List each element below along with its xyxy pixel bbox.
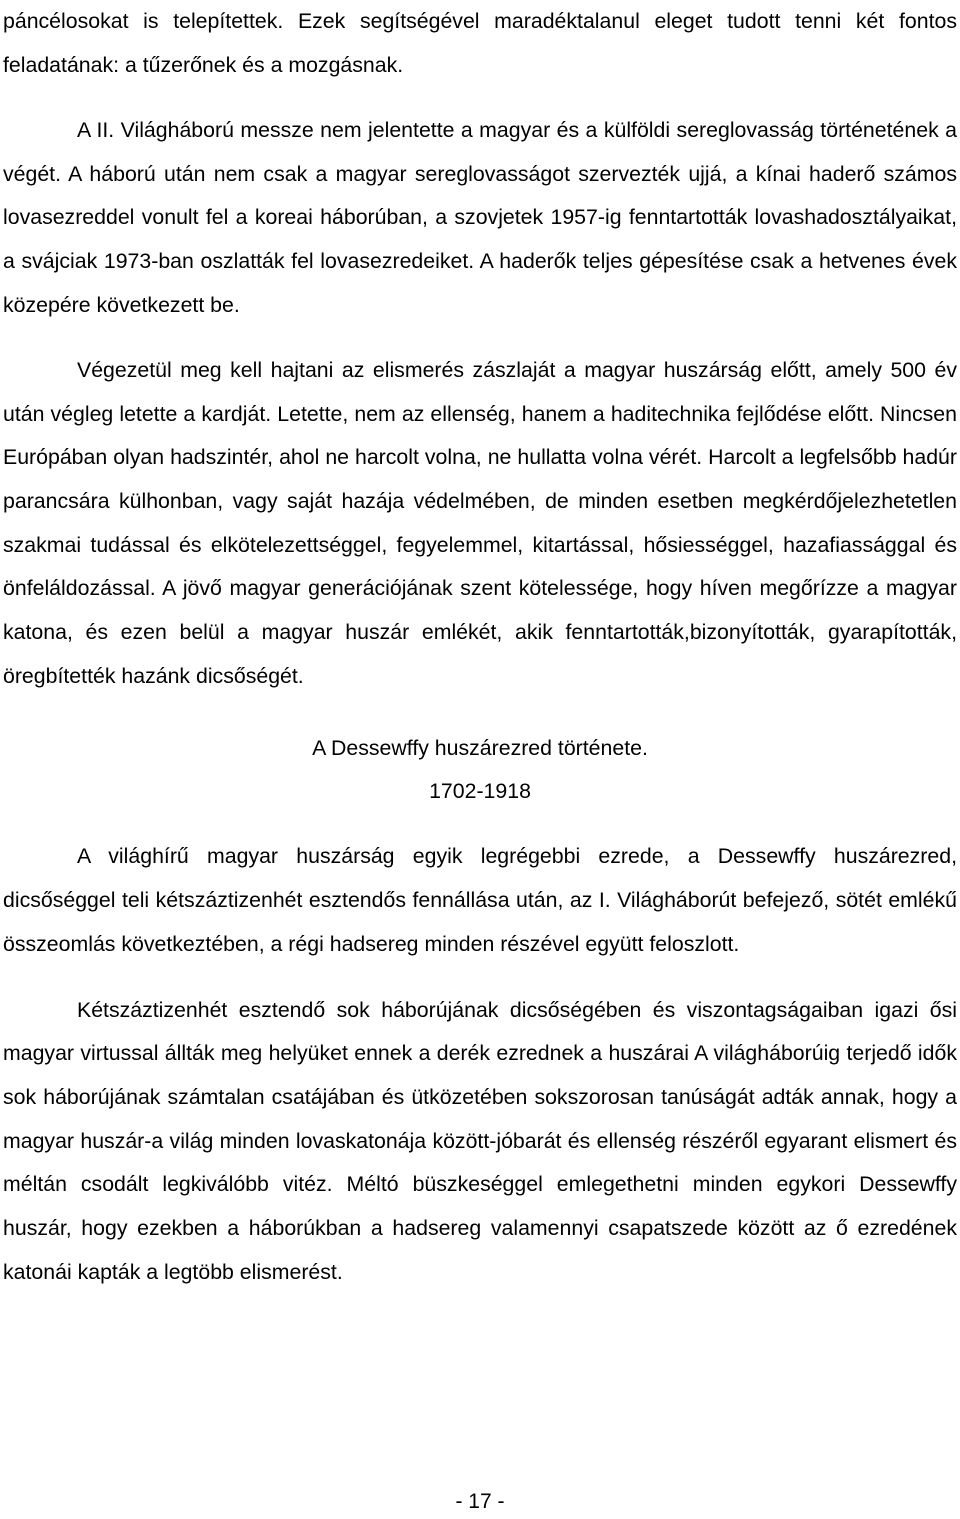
section-title: A Dessewffy huszárezred története. bbox=[312, 735, 648, 760]
paragraph-continuation: páncélosokat is telepítettek. Ezek segítségével maradéktalanul eleget tudott tenni két fontos feladatának: a tűzerőnek és a mozgásnak. bbox=[3, 9, 957, 77]
page-number: - 17 - bbox=[455, 1490, 505, 1513]
paragraph-regiment-history: A világhírű magyar huszárság egyik legrégebbi ezrede, a Dessewffy huszárezred, dicsőséggel teli kétszáztizenhét esztendős fennállása után, az I. Világháborút befejező, sötét emlékű összeomlás következtében, a régi hadsereg minden részével együtt feloszlott. bbox=[3, 844, 957, 956]
document-page bbox=[3, 0, 957, 1294]
paragraph-world-war-two: A II. Világháború messze nem jelentette a magyar és a külföldi sereglovasság történetének a végét. A háború után nem csak a magyar sereglovasságot szervezték ujjá, a kínai haderő számos lovasezreddel vonult fel a koreai háborúban, a szovjetek 1957-ig fenntartották lovashadosztályaikat, a svájciak 1973-ban oszlatták fel lovasezredeiket. A haderők teljes gépesítése csak a hetvenes évek közepére következett be. bbox=[3, 117, 957, 317]
paragraph-tribute: Végezetül meg kell hajtani az elismerés zászlaját a magyar huszárság előtt, amely 500 év után végleg letette a kardját. Letette, nem az ellenség, hanem a haditechnika fejlődése előtt. Nincsen Európában olyan hadszintér, ahol ne harcolt volna, ne hullatta volna vérét. Harcolt a legfelsőbb hadúr parancsára külhonban, vagy saját hazája védelmében, de minden esetben megkérdőjelezhetetlen szakmai tudással és elkötelezettséggel, fegyelemmel, kitartással, hősiességgel, hazafiassággal és önfeláldozással. A jövő magyar generációjának szent kötelessége, hogy híven megőrízze a magyar katona, és ezen belül a magyar huszár emlékét, akik fenntartották,bizonyították, gyarapították, öregbítették hazánk dicsőségét. bbox=[3, 357, 957, 688]
section-years: 1702-1918 bbox=[429, 779, 531, 804]
paragraph-regiment-glory: Kétszáztizenhét esztendő sok háborújának dicsőségében és viszontagságaiban igazi ősi magyar virtussal állták meg helyüket ennek a derék ezrednek a huszárai A világháborúig terjedő idők sok háborújának számtalan csatájában és ütközetében sokszorosan tanúságát adták annak, hogy a magyar huszár-a világ minden lovaskatonája között-jóbarát és ellenség részéről egyarant elismert és méltán csodált legkiválóbb vitéz. Méltó büszkeséggel emlegethetni minden egykori Dessewffy huszár, hogy ezekben a háborúkban a hadsereg valamennyi csapatszede között az ő ezredének katonái kapták a legtöbb elismerést. bbox=[3, 997, 957, 1284]
